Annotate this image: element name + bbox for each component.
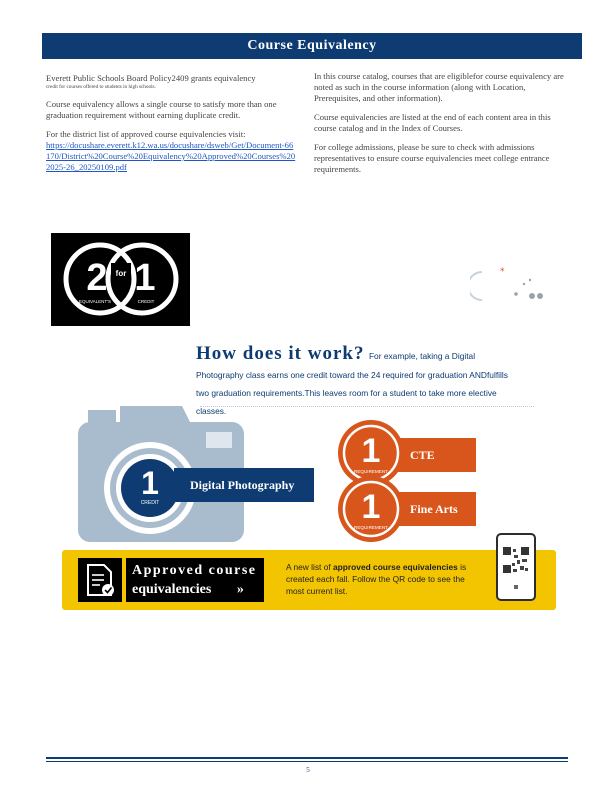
how-it-works-title: How does it work? — [196, 343, 365, 364]
college-admissions-paragraph: For college admissions, please be sure to check with admissions representatives to ensure course equivalencies meet college entrance requirements. — [314, 142, 550, 174]
equivalency-definition: Course equivalency allows a single course to satisfy more than one graduation requirement without earning duplicate credit. — [46, 99, 277, 120]
policy-subtext: credit for courses offered to students in high schools. — [46, 84, 156, 90]
index-note-paragraph: Course equivalencies are listed at the end of each content area in this course catalog and in the Index of Courses. — [314, 112, 551, 133]
credit-label: CREDIT — [140, 500, 160, 506]
how-it-works-body: For example, taking a Digital Photography class earns one credit toward the 24 required for graduation ANDfulfills two graduation requirements.This leaves room for a student to take more elective classes. — [196, 351, 508, 416]
logo-number-one: 1 — [134, 257, 156, 299]
page-title: Course Equivalency — [247, 38, 377, 53]
credit-number: 1 — [141, 465, 159, 501]
cte-requirement-name: CTE — [410, 448, 435, 462]
footer-rule-thin — [46, 761, 568, 762]
logo-left-caption: EQUIVALENT'S — [78, 299, 112, 304]
fine-arts-requirement-badge — [336, 474, 406, 544]
district-list-link[interactable]: https://docushare.everett.k12.wa.us/docushare/dsweb/Get/Document-66170/District%20Course%20Equivalency%20Approved%20Courses%202025-26_20250109.pdf — [46, 140, 296, 172]
approved-heading-line1: Approved course — [132, 563, 257, 578]
left-column — [46, 73, 296, 173]
fine-arts-requirement-number: 1 — [361, 488, 381, 526]
district-list-intro — [46, 129, 296, 173]
double-chevron-icon: » — [236, 582, 244, 597]
qr-note-bold: approved course equivalencies — [333, 562, 458, 572]
district-list-text: For the district list of approved course equivalencies visit: — [46, 129, 246, 139]
course-name: Digital Photography — [190, 478, 295, 492]
approved-heading-line2: equivalencies — [132, 582, 212, 597]
logo-for-text: for — [115, 269, 127, 278]
approved-equivalencies-heading — [126, 558, 264, 602]
logo-right-caption: CREDIT — [137, 299, 155, 304]
decorative-graphic — [470, 266, 546, 304]
digital-photography-pill — [174, 468, 314, 502]
right-column — [314, 71, 564, 183]
fine-arts-requirement-name: Fine Arts — [410, 502, 458, 516]
cte-requirement-number: 1 — [361, 432, 381, 470]
phone-qr-code[interactable] — [496, 533, 536, 601]
cte-requirement-label: REQUIREMENT — [354, 469, 388, 474]
policy-paragraph — [46, 73, 296, 91]
policy-text: Everett Public Schools Board Policy2409 grants equivalency — [46, 73, 256, 83]
footer-rule-thick — [46, 757, 568, 759]
approved-heading-line2-row — [132, 580, 258, 599]
two-for-one-logo — [51, 233, 190, 326]
fine-arts-requirement-label: REQUIREMENT — [354, 525, 388, 530]
page-title-banner — [42, 33, 582, 59]
qr-note-part1: A new list of — [286, 562, 334, 572]
qr-instruction-text — [286, 561, 476, 597]
logo-number-two: 2 — [86, 257, 108, 299]
star-icon: * — [500, 267, 505, 277]
catalog-note-paragraph: In this course catalog, courses that are eligiblefor course equivalency are noted as such in the course information (along with Location, Prerequisites, and other information). — [314, 71, 564, 103]
qr-note-part2: is created each fall. Follow the QR code to see the most current list. — [286, 562, 467, 596]
page-number: 5 — [306, 766, 310, 774]
document-check-icon — [78, 558, 122, 602]
